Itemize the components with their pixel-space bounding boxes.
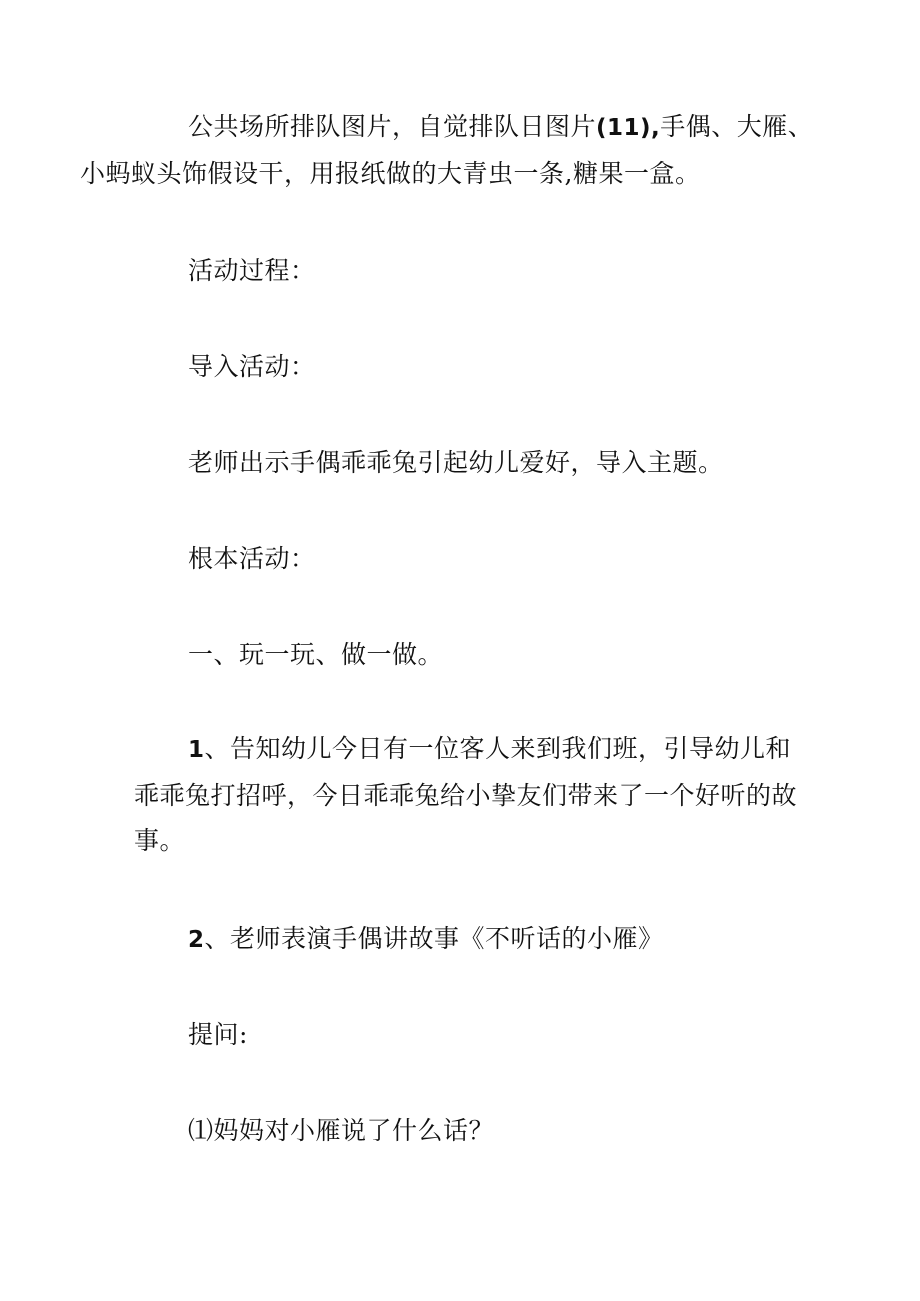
step-one-paragraph xyxy=(134,726,814,863)
question-heading: 提问: xyxy=(188,1020,248,1049)
materials-text-a: 公共场所排队图片，自觉排队日图片 xyxy=(188,112,597,141)
step-one-text: 、告知幼儿今日有一位客人来到我们班，引导幼儿和乖乖兔打招呼，今日乖乖兔给小挚友们带来了一个好听的故事。 xyxy=(134,734,798,855)
question-one: ⑴妈妈对小雁说了什么话？ xyxy=(188,1116,495,1145)
step-two-paragraph xyxy=(134,916,814,963)
intro-activity-paragraph: 老师出示手偶乖乖兔引起幼儿爱好，导入主题。 xyxy=(188,448,724,477)
materials-paragraph xyxy=(80,104,814,196)
step-two-text: 、老师表演手偶讲故事《不听话的小雁》 xyxy=(204,924,664,953)
step-two-number: 2 xyxy=(188,927,205,953)
materials-number: (11), xyxy=(596,115,661,141)
basic-activity-heading: 根本活动： xyxy=(188,544,316,573)
section-one-heading: 一、玩一玩、做一做。 xyxy=(188,640,444,669)
intro-activity-heading: 导入活动： xyxy=(188,352,316,381)
materials-text-line2: 小蚂蚁头饰假设干，用报纸做的大青虫一条,糖果一盒。 xyxy=(80,159,701,188)
step-one-number: 1 xyxy=(188,737,205,763)
materials-text-b: 手偶、大雁、 xyxy=(660,112,814,141)
activity-process-heading: 活动过程： xyxy=(188,256,316,285)
